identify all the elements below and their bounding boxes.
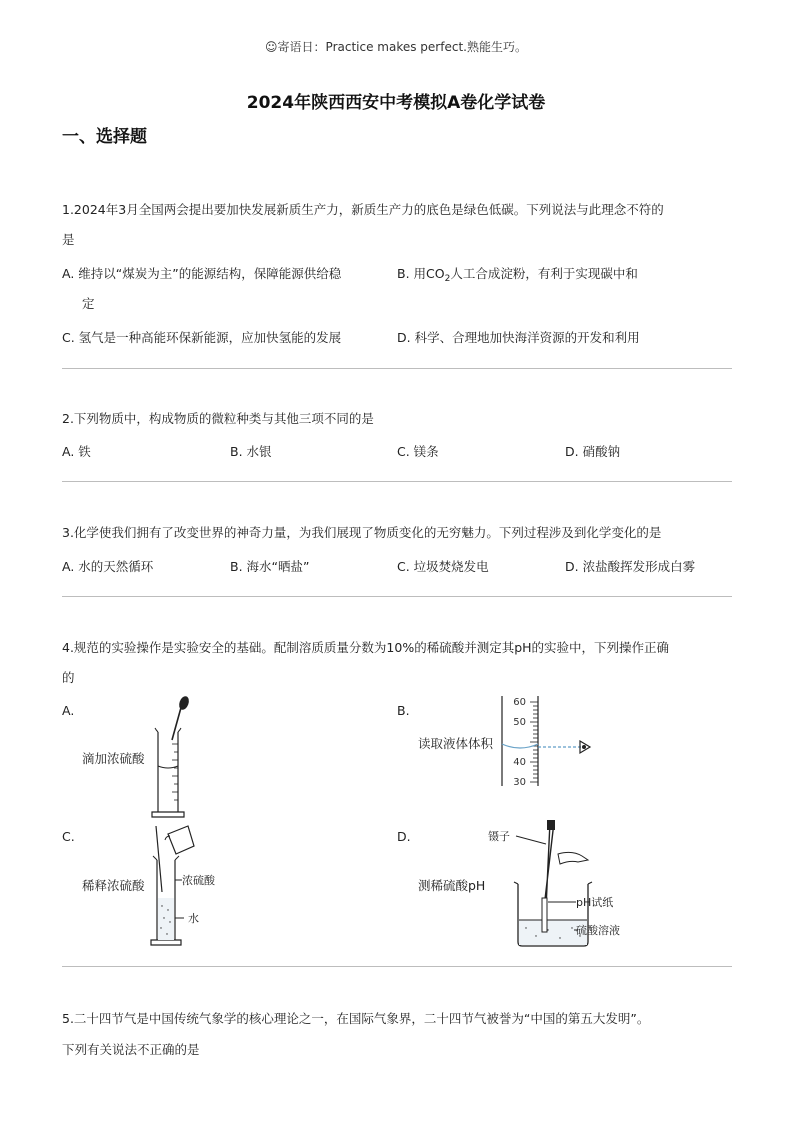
- q3-option-c: C. 垃圾焚烧发电: [397, 559, 489, 574]
- q4-option-b-caption: 读取液体体积: [418, 736, 494, 751]
- label-concentrated-acid: 浓硫酸: [182, 874, 215, 887]
- q4-option-a-caption: 滴加浓硫酸: [82, 751, 145, 766]
- separator: [62, 481, 732, 482]
- q1-option-a: A. 维持以“煤炭为主”的能源结构，保障能源供给稳: [62, 266, 342, 281]
- diluting-acid-figure: [148, 822, 230, 950]
- q1-stem-line2: 是: [62, 232, 75, 247]
- q3-option-a: A. 水的天然循环: [62, 559, 154, 574]
- q4-stem-line2: 的: [62, 670, 75, 685]
- page-header-motto: ☺寄语日：Practice makes perfect.熟能生巧。: [265, 40, 527, 54]
- dropper-cylinder-figure: [150, 694, 200, 822]
- exam-title: 2024年陕西西安中考模拟A卷化学试卷: [246, 93, 546, 113]
- label-sulfuric-solution: 硫酸溶液: [576, 924, 620, 937]
- tick-label: 60: [513, 697, 526, 708]
- section-heading: 一、选择题: [62, 127, 147, 147]
- q4-option-d-letter: D.: [397, 829, 411, 844]
- q3-option-b: B. 海水“晒盐”: [230, 559, 310, 574]
- tick-label: 50: [513, 717, 526, 728]
- q1-stem-line1: 1.2024年3月全国两会提出要加快发展新质生产力，新质生产力的底色是绿色低碳。下列说法与此理念不符的: [62, 202, 664, 217]
- label-ph-paper: pH试纸: [576, 896, 614, 909]
- graduated-cylinder-reading-figure: [498, 694, 600, 790]
- q1-option-d: D. 科学、合理地加快海洋资源的开发和利用: [397, 330, 640, 345]
- q4-option-d-caption: 测稀硫酸pH: [418, 878, 486, 893]
- q2-option-d: D. 硝酸钠: [565, 444, 621, 459]
- q4-option-a-letter: A.: [62, 703, 75, 718]
- q2-option-b: B. 水银: [230, 444, 272, 459]
- separator: [62, 966, 732, 967]
- q4-stem-line1: 4.规范的实验操作是实验安全的基础。配制溶质质量分数为10%的稀硫酸并测定其pH的实验中，下列操作正确: [62, 640, 670, 655]
- q4-option-b-letter: B.: [397, 703, 410, 718]
- q3-option-d: D. 浓盐酸挥发形成白雾: [565, 559, 696, 574]
- q3-stem: 3.化学使我们拥有了改变世界的神奇力量，为我们展现了物质变化的无穷魅力。下列过程涉及到化学变化的是: [62, 525, 662, 540]
- tick-label: 40: [513, 757, 526, 768]
- q4-option-c-caption: 稀释浓硫酸: [82, 878, 145, 893]
- q5-stem-line1: 5.二十四节气是中国传统气象学的核心理论之一，在国际气象界，二十四节气被誉为“中国的第五大发明”。: [62, 1011, 650, 1026]
- q4-option-c-letter: C.: [62, 829, 75, 844]
- tick-label: 30: [513, 777, 526, 788]
- separator: [62, 596, 732, 597]
- q1-option-c: C. 氢气是一种高能环保新能源，应加快氢能的发展: [62, 330, 342, 345]
- label-tweezers: 镊子: [488, 830, 510, 843]
- q2-option-a: A. 铁: [62, 444, 91, 459]
- q1-option-a-cont: 定: [82, 296, 95, 311]
- q5-stem-line2: 下列有关说法不正确的是: [62, 1042, 200, 1057]
- q2-option-c: C. 镁条: [397, 444, 439, 459]
- q2-stem: 2.下列物质中，构成物质的微粒种类与其他三项不同的是: [62, 411, 374, 426]
- label-water: 水: [188, 912, 199, 925]
- q1-option-b: B. 用$CO_2$人工合成淀粉，有利于实现碳中和: [397, 266, 638, 284]
- separator: [62, 368, 732, 369]
- ph-test-figure: [486, 818, 646, 952]
